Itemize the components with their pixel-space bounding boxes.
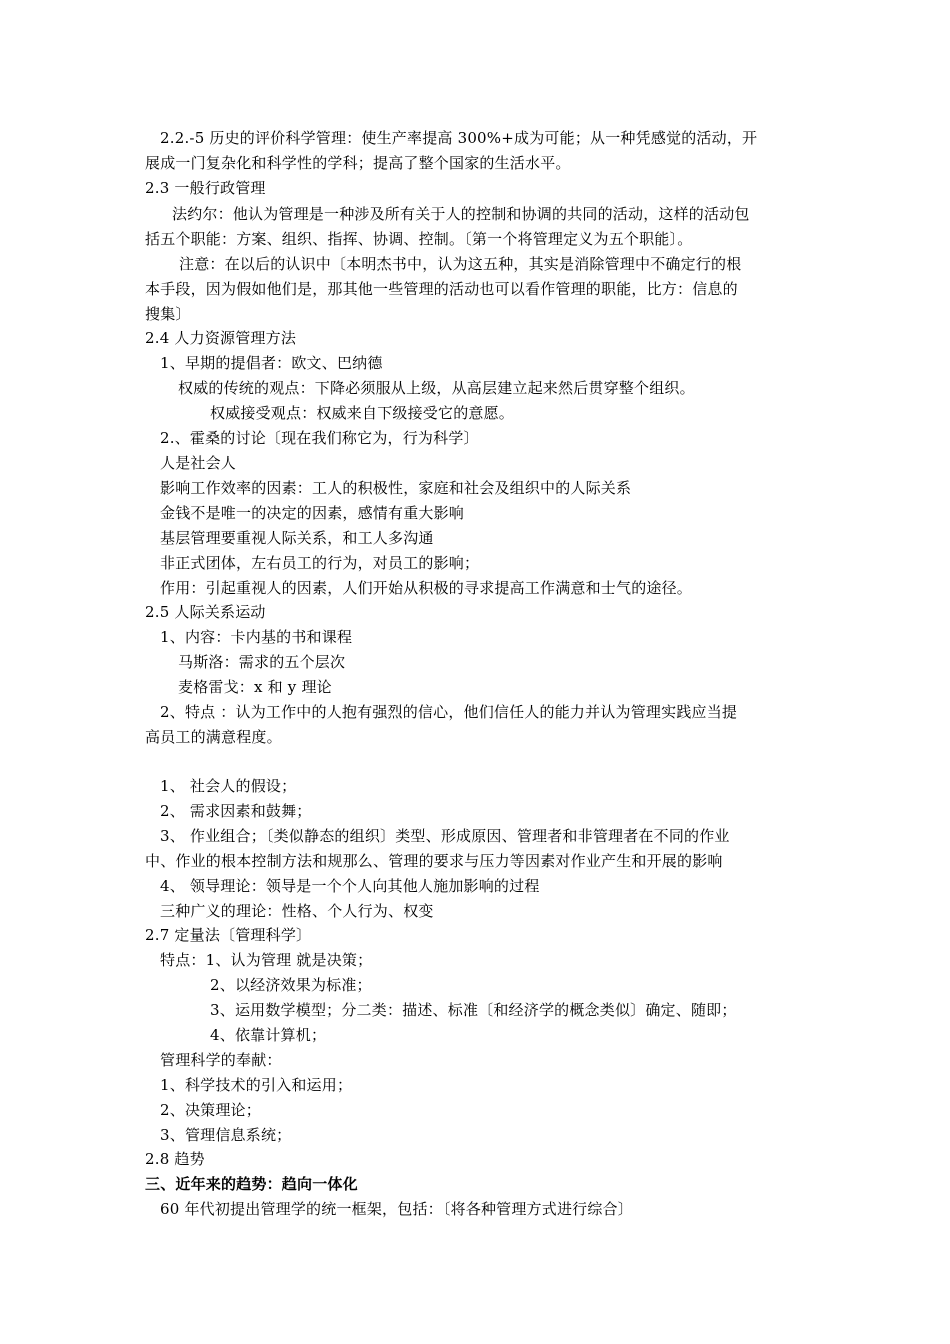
- paragraph-line: 影响工作效率的因素：工人的积极性，家庭和社会及组织中的人际关系: [160, 479, 632, 497]
- paragraph-line: 麦格雷戈：x 和 y 理论: [178, 678, 332, 696]
- list-item: 2、以经济效果为标准；: [210, 976, 372, 994]
- list-item: 1、 社会人的假设；: [160, 777, 297, 795]
- list-item: 4、依靠计算机；: [210, 1026, 327, 1044]
- paragraph-line: 展成一门复杂化和科学性的学科；提高了整个国家的生活水平。: [145, 154, 571, 172]
- paragraph-line: 人是社会人: [160, 454, 237, 472]
- paragraph-line: 三种广义的理论：性格、个人行为、权变: [160, 902, 434, 920]
- paragraph-line: 基层管理要重视人际关系，和工人多沟通: [160, 529, 434, 547]
- paragraph-line: 高员工的满意程度。: [145, 728, 282, 746]
- paragraph-line: 马斯洛：需求的五个层次: [178, 653, 346, 671]
- paragraph-line: 金钱不是唯一的决定的因素，感情有重大影响: [160, 504, 465, 522]
- paragraph-line: 2.2.-5 历史的评价科学管理：使生产率提高 300%+成为可能；从一种凭感觉的活动，开: [160, 129, 758, 147]
- section-heading: 2.5 人际关系运动: [145, 603, 266, 621]
- list-item: 2、决策理论；: [160, 1101, 261, 1119]
- list-item: 1、科学技术的引入和运用；: [160, 1076, 353, 1094]
- paragraph-line: 权威的传统的观点：下降必须服从上级，从高层建立起来然后贯穿整个组织。: [178, 379, 695, 397]
- section-heading: 2.8 趋势: [145, 1150, 205, 1168]
- paragraph-line: 搜集〕: [145, 305, 191, 323]
- list-item: 3、 作业组合；〔类似静态的组织〕类型、形成原因、管理者和非管理者在不同的作业: [160, 827, 730, 845]
- paragraph-line: 中、作业的根本控制方法和规那么、管理的要求与压力等因素对作业产生和开展的影响: [145, 852, 723, 870]
- list-item: 3、运用数学模型；分二类：描述、标准〔和经济学的概念类似〕确定、随即；: [210, 1001, 737, 1019]
- paragraph-line: 管理科学的奉献：: [160, 1051, 282, 1069]
- list-item: 2、特点 ：认为工作中的人抱有强烈的信心，他们信任人的能力并认为管理实践应当提: [160, 703, 738, 721]
- paragraph-line: 括五个职能：方案、组织、指挥、协调、控制。〔第一个将管理定义为五个职能〕。: [145, 230, 693, 248]
- section-heading: 2.7 定量法〔管理科学〕: [145, 926, 312, 944]
- section-heading: 2.4 人力资源管理方法: [145, 329, 297, 347]
- list-item: 2.、霍桑的讨论〔现在我们称它为，行为科学〕: [160, 429, 479, 447]
- paragraph-line: 非正式团体，左右员工的行为，对员工的影响；: [160, 554, 480, 572]
- paragraph-line: 法约尔：他认为管理是一种涉及所有关于人的控制和协调的共同的活动，这样的活动包: [172, 205, 750, 223]
- paragraph-line: 60 年代初提出管理学的统一框架，包括：〔将各种管理方式进行综合〕: [160, 1200, 633, 1218]
- paragraph-line: 权威接受观点：权威来自下级接受它的意愿。: [210, 404, 515, 422]
- chapter-heading: 三、近年来的趋势：趋向一体化: [145, 1175, 358, 1193]
- list-item: 3、管理信息系统；: [160, 1126, 292, 1144]
- list-item: 4、 领导理论：领导是一个个人向其他人施加影响的过程: [160, 877, 540, 895]
- list-item: 特点：1、认为管理 就是决策；: [160, 951, 373, 969]
- list-item: 1、早期的提倡者：欧文、巴纳德: [160, 354, 383, 372]
- paragraph-line: 注意：在以后的认识中〔本明杰书中，认为这五种，其实是消除管理中不确定行的根: [179, 255, 742, 273]
- paragraph-line: 作用：引起重视人的因素，人们开始从积极的寻求提高工作满意和士气的途径。: [160, 579, 693, 597]
- list-item: 1、内容：卡内基的书和课程: [160, 628, 353, 646]
- section-heading: 2.3 一般行政管理: [145, 179, 266, 197]
- list-item: 2、 需求因素和鼓舞；: [160, 802, 312, 820]
- paragraph-line: 本手段，因为假如他们是，那其他一些管理的活动也可以看作管理的职能，比方：信息的: [145, 280, 738, 298]
